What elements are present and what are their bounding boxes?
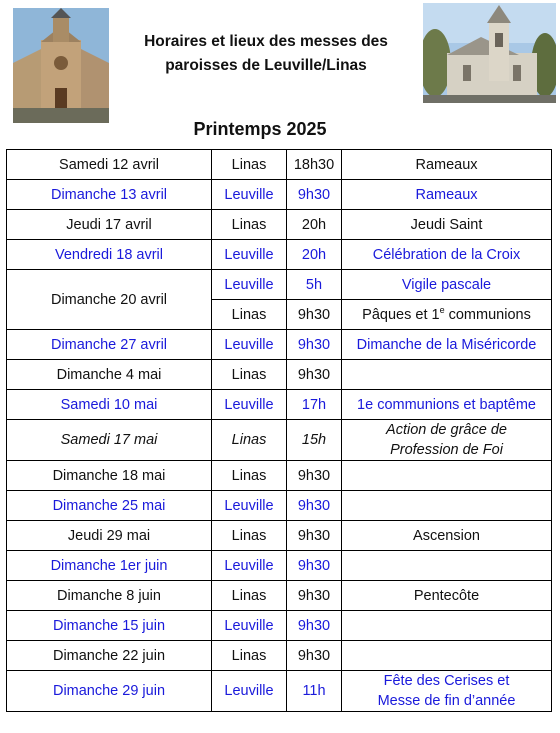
event-line-2: Messe de fin d’année <box>377 693 516 709</box>
date-cell: Samedi 10 mai <box>7 390 212 420</box>
table-row <box>7 491 552 521</box>
date-cell: Dimanche 29 juin <box>7 671 212 712</box>
event-cell <box>342 461 552 491</box>
table-row <box>7 581 552 611</box>
date-cell: Dimanche 8 juin <box>7 581 212 611</box>
place-cell: Leuville <box>212 671 287 712</box>
date-cell: Samedi 12 avril <box>7 150 212 180</box>
table-row <box>7 270 552 300</box>
date-cell: Dimanche 27 avril <box>7 330 212 360</box>
place-cell: Leuville <box>212 270 287 300</box>
time-cell: 9h30 <box>287 300 342 330</box>
date-cell: Dimanche 20 avril <box>7 270 212 330</box>
time-cell: 9h30 <box>287 611 342 641</box>
event-cell <box>342 420 552 461</box>
place-cell: Leuville <box>212 180 287 210</box>
event-line-1: Action de grâce de <box>386 422 507 438</box>
table-row <box>7 671 552 712</box>
date-cell: Dimanche 25 mai <box>7 491 212 521</box>
time-cell: 18h30 <box>287 150 342 180</box>
time-cell: 15h <box>287 420 342 461</box>
event-cell: 1e communions et baptême <box>342 390 552 420</box>
date-cell: Dimanche 4 mai <box>7 360 212 390</box>
time-cell: 17h <box>287 390 342 420</box>
event-line-2: Profession de Foi <box>390 442 503 458</box>
time-cell: 9h30 <box>287 641 342 671</box>
table-row <box>7 551 552 581</box>
place-cell: Linas <box>212 150 287 180</box>
event-cell <box>342 611 552 641</box>
time-cell: 20h <box>287 240 342 270</box>
event-cell <box>342 300 552 330</box>
title-line-2: paroisses de Leuville/Linas <box>165 57 367 74</box>
mass-schedule-table <box>6 149 552 712</box>
place-cell: Leuville <box>212 240 287 270</box>
time-cell: 9h30 <box>287 581 342 611</box>
place-cell: Linas <box>212 210 287 240</box>
table-row <box>7 420 552 461</box>
event-cell: Pentecôte <box>342 581 552 611</box>
season-heading: Printemps 2025 <box>193 119 327 139</box>
church-photo-linas <box>13 8 109 123</box>
place-cell: Linas <box>212 521 287 551</box>
date-cell: Vendredi 18 avril <box>7 240 212 270</box>
event-cell <box>342 491 552 521</box>
date-cell: Samedi 17 mai <box>7 420 212 461</box>
time-cell: 5h <box>287 270 342 300</box>
time-cell: 9h30 <box>287 461 342 491</box>
time-cell: 20h <box>287 210 342 240</box>
time-cell: 9h30 <box>287 551 342 581</box>
place-cell: Leuville <box>212 491 287 521</box>
event-cell: Célébration de la Croix <box>342 240 552 270</box>
table-row <box>7 611 552 641</box>
event-cell <box>342 671 552 712</box>
event-cell: Vigile pascale <box>342 270 552 300</box>
place-cell: Linas <box>212 300 287 330</box>
table-row <box>7 521 552 551</box>
table-row <box>7 390 552 420</box>
table-row <box>7 180 552 210</box>
date-cell: Dimanche 13 avril <box>7 180 212 210</box>
event-superscript: e <box>439 304 445 315</box>
event-cell: Rameaux <box>342 150 552 180</box>
date-cell: Dimanche 1er juin <box>7 551 212 581</box>
event-cell: Rameaux <box>342 180 552 210</box>
table-row <box>7 360 552 390</box>
time-cell: 9h30 <box>287 521 342 551</box>
table-row <box>7 150 552 180</box>
place-cell: Leuville <box>212 330 287 360</box>
time-cell: 9h30 <box>287 491 342 521</box>
table-row <box>7 210 552 240</box>
table-row <box>7 240 552 270</box>
place-cell: Linas <box>212 461 287 491</box>
table-row <box>7 330 552 360</box>
place-cell: Linas <box>212 360 287 390</box>
place-cell: Leuville <box>212 390 287 420</box>
time-cell: 9h30 <box>287 330 342 360</box>
place-cell: Leuville <box>212 611 287 641</box>
date-cell: Jeudi 17 avril <box>7 210 212 240</box>
event-cell <box>342 641 552 671</box>
time-cell: 9h30 <box>287 180 342 210</box>
date-cell: Dimanche 15 juin <box>7 611 212 641</box>
date-cell: Dimanche 18 mai <box>7 461 212 491</box>
table-row <box>7 461 552 491</box>
event-text: Pâques et 1 <box>362 306 440 323</box>
place-cell: Linas <box>212 641 287 671</box>
time-cell: 11h <box>287 671 342 712</box>
event-text-tail: communions <box>444 306 531 323</box>
event-line-1: Fête des Cerises et <box>383 673 510 689</box>
event-cell <box>342 551 552 581</box>
page-title <box>120 30 412 78</box>
event-cell <box>342 360 552 390</box>
place-cell: Linas <box>212 581 287 611</box>
time-cell: 9h30 <box>287 360 342 390</box>
place-cell: Linas <box>212 420 287 461</box>
church-photo-leuville <box>423 3 556 103</box>
table-row <box>7 641 552 671</box>
place-cell: Leuville <box>212 551 287 581</box>
date-cell: Dimanche 22 juin <box>7 641 212 671</box>
event-cell: Ascension <box>342 521 552 551</box>
event-cell: Dimanche de la Miséricorde <box>342 330 552 360</box>
title-line-1: Horaires et lieux des messes des <box>144 33 388 50</box>
date-cell: Jeudi 29 mai <box>7 521 212 551</box>
event-cell: Jeudi Saint <box>342 210 552 240</box>
